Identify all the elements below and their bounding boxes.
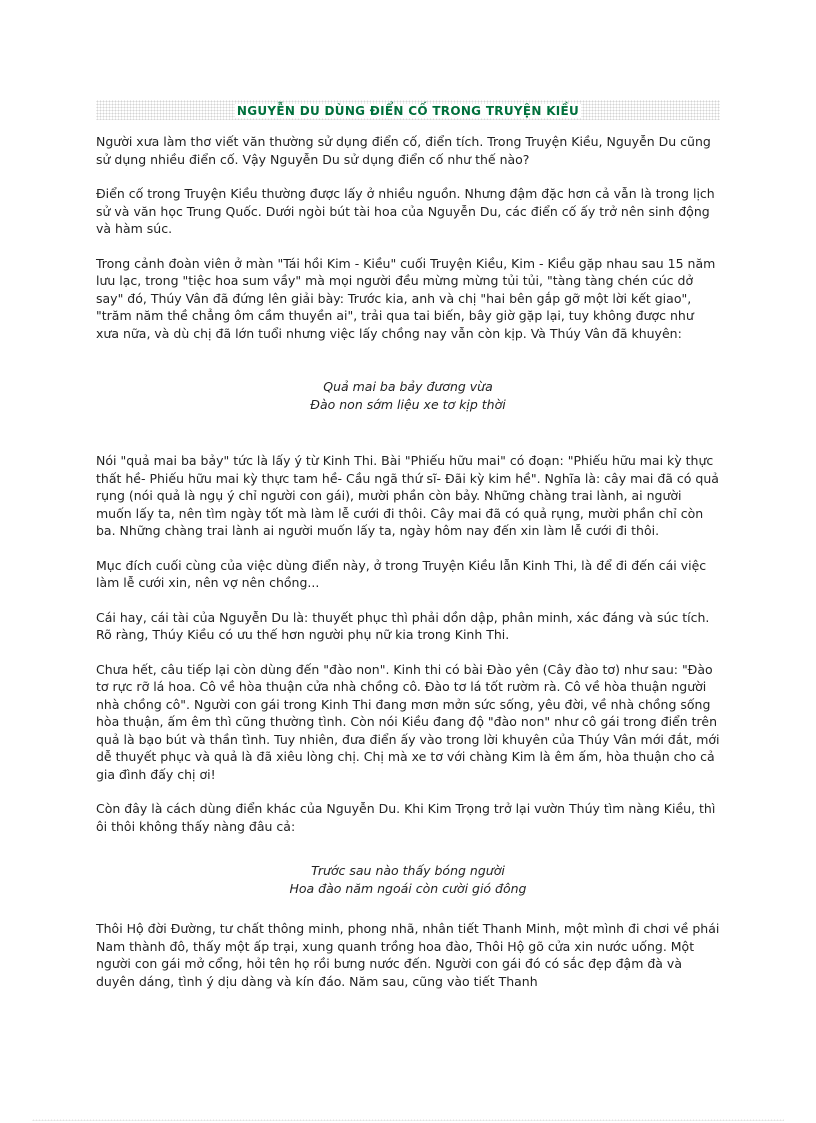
paragraph: Thôi Hộ đời Đường, tư chất thông minh, phong nhã, nhân tiết Thanh Minh, một mình đi chơi về phái Nam thành đô, thấy một ấp trại, xung quanh trồng hoa đào, Thôi Hộ gõ cửa xin nước uống. Một người con gái mở cổng, hỏi tên họ rồi bưng nước đến. Người con gái đó có sắc đẹp đậm đà và duyên dáng, tình ý dịu dàng và kín đáo. Năm sau, cũng vào tiết Thanh	[96, 921, 720, 989]
paragraph: Điển cố trong Truyện Kiều thường được lấy ở nhiều nguồn. Nhưng đậm đặc hơn cả vẫn là trong lịch sử và văn học Trung Quốc. Dưới ngòi bút tài hoa của Nguyễn Du, các điển cố ấy trở nên sinh động và hàm súc.	[96, 186, 715, 236]
paragraph: Trong cảnh đoàn viên ở màn "Tái hồi Kim - Kiều" cuối Truyện Kiều, Kim - Kiều gặp nhau sau 15 năm lưu lạc, trong "tiệc hoa sum vầy" mà mọi người đều mừng mừng tủi tủi, "tàng tàng chén cúc dở say" đó, Thúy Vân đã đứng lên giải bày: Trước kia, anh và chị "hai bên gắp gỡ một lời kết giao", "trăm năm thề chẳng ôm cầm thuyền ai", trải qua tai biến, bây giờ gặp lại, tuy không được như xưa nữa, và dù chị đã lớn tuổi nhưng việc lấy chồng nay vẫn còn kịp. Và Thúy Vân đã khuyên:	[96, 255, 716, 341]
verse-line: Đào non sớm liệu xe tơ kịp thời	[310, 397, 506, 412]
verse-quote	[96, 862, 720, 898]
title-bar	[96, 100, 720, 120]
paragraph: Cái hay, cái tài của Nguyễn Du là: thuyết phục thì phải dồn dập, phân minh, xác đáng và súc tích. Rõ ràng, Thúy Kiều có ưu thế hơn người phụ nữ kia trong Kinh Thi.	[96, 609, 710, 642]
verse-quote	[96, 378, 720, 414]
paragraph: Người xưa làm thơ viết văn thường sử dụng điển cố, điển tích. Trong Truyện Kiều, Nguyễn Du cũng sử dụng nhiều điển cố. Vậy Nguyễn Du sử dụng điển cố như thế nào?	[96, 134, 711, 167]
document-page	[96, 100, 720, 1007]
paragraph: Còn đây là cách dùng điển khác của Nguyễn Du. Khi Kim Trọng trở lại vườn Thúy tìm nàng Kiều, thì ôi thôi không thấy nàng đâu cả:	[96, 801, 716, 834]
verse-line: Quả mai ba bảy đương vừa	[323, 379, 493, 394]
document-title: NGUYỄN DU DÙNG ĐIỂN CỐ TRONG TRUYỆN KIỀU	[236, 104, 580, 118]
footer-divider	[32, 1119, 784, 1121]
verse-line: Hoa đào năm ngoái còn cười gió đông	[289, 881, 527, 896]
paragraph: Mục đích cuối cùng của việc dùng điển này, ở trong Truyện Kiều lẫn Kinh Thi, là để đi đến cái việc làm lễ cưới xin, nên vợ nên chồng...	[96, 557, 707, 590]
paragraph: Nói "quả mai ba bảy" tức là lấy ý từ Kinh Thi. Bài "Phiếu hữu mai" có đoạn: "Phiếu hữu mai kỳ thực thất hề- Phiếu hữu mai kỳ thực tam hề- Cầu ngã thứ sĩ- Đãi kỳ kim hề". Nghĩa là: cây mai đã có quả rụng (nói quả là ngụ ý chỉ người con gái), mười phần còn bảy. Những chàng trai lành, ai người muốn lấy ta, nên tìm ngày tốt mà làm lễ cưới đi thôi. Cây mai đã có quả rụng, mười phần chỉ còn ba. Những chàng trai lành ai người muốn lấy ta, ngày hôm nay đến xin làm lễ cưới đi thôi.	[96, 453, 719, 538]
paragraph: Chưa hết, câu tiếp lại còn dùng đến "đào non". Kinh thi có bài Đào yên (Cây đào tơ) như sau: "Đào tơ rực rỡ lá hoa. Cô về hòa thuận cửa nhà chồng cô. Đào tơ lá tốt rườm rà. Cô về hòa thuận người nhà chồng cô". Người con gái trong Kinh Thi đang mơn mởn sức sống, yêu đời, về nhà chồng sống hòa thuận, ấm êm thì cũng thường tình. Còn nói Kiều đang độ "đào non" như cô gái trong điển trên quả là bạo bút và thần tình. Tuy nhiên, đưa điển ấy vào trong lời khuyên của Thúy Vân mới đắt, mới dễ thuyết phục và quả là đã xiêu lòng chị. Chị mà xe tơ với chàng Kim là êm ấm, hòa thuận cho cả gia đình đấy chị ơi!	[96, 661, 720, 782]
verse-line: Trước sau nào thấy bóng người	[311, 863, 505, 878]
